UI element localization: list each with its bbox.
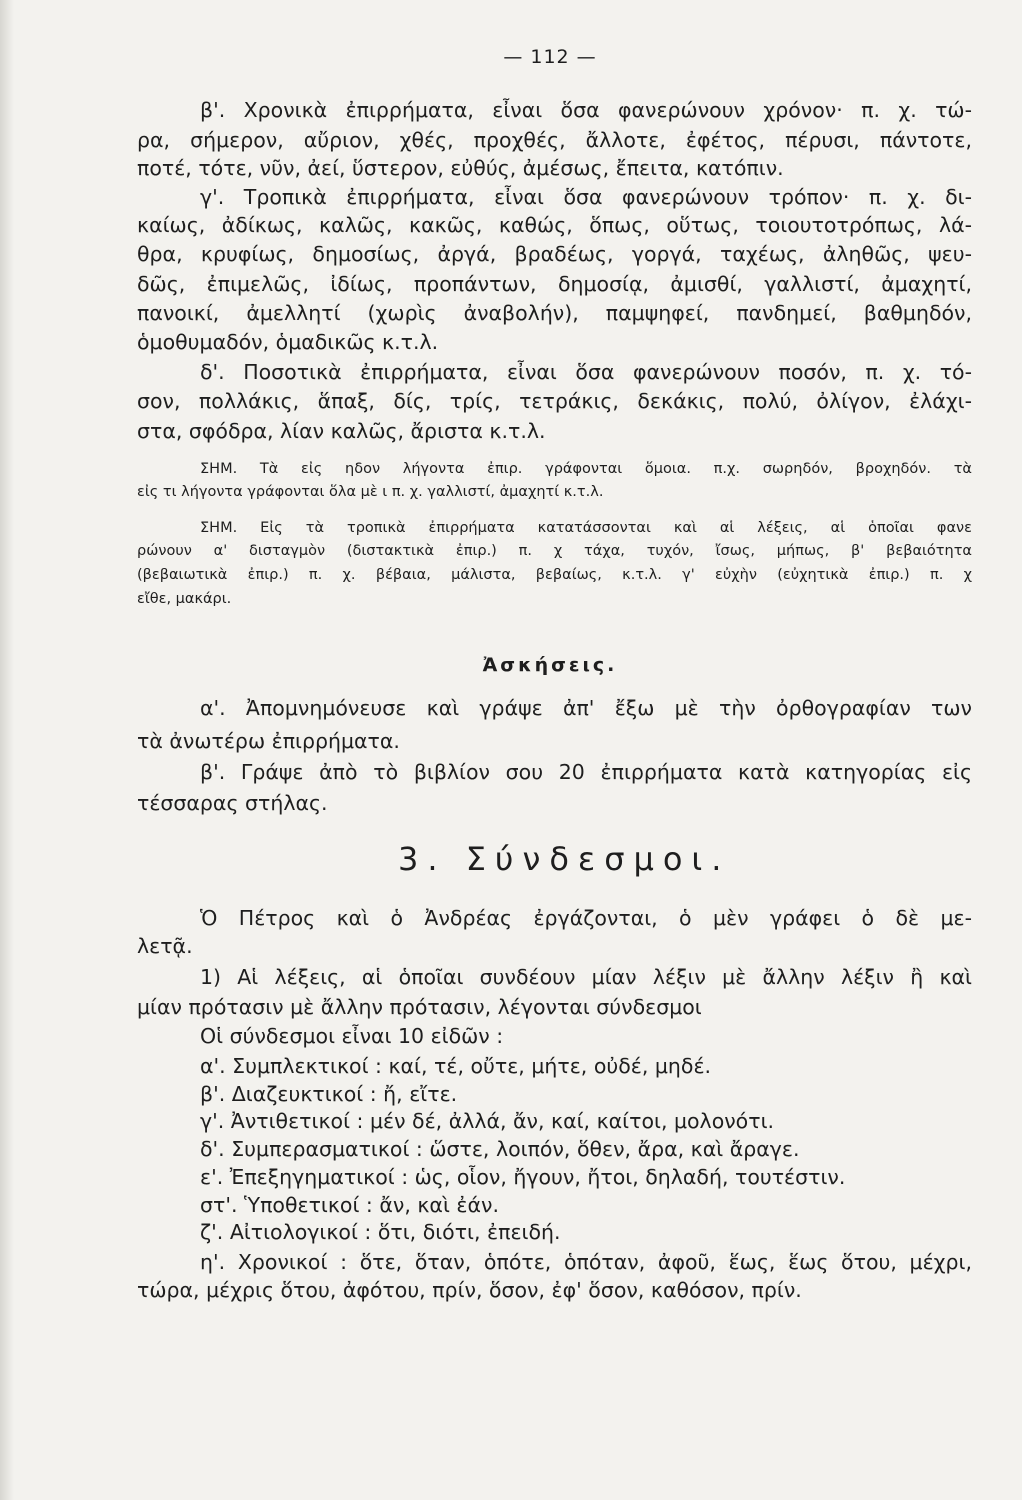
intro-line: 1) Αἱ λέξεις, αἱ ὁποῖαι συνδέουν μίαν λέξιν μὲ ἄλλην λέξιν ἢ καὶ — [200, 965, 972, 989]
note-line: ρώνουν α' δισταγμὸν (διστακτικὰ ἐπιρ.) π. χ τάχα, τυχόν, ἴσως, μήπως, β' βεβαιότητα — [137, 543, 972, 559]
page-edge-shadow — [0, 0, 14, 1500]
page-number: — 112 — — [503, 46, 597, 68]
intro-line: μίαν πρότασιν μὲ ἄλλην πρότασιν, λέγονται σύνδεσμοι — [137, 995, 702, 1019]
adverbs-line: σον, πολλάκις, ἅπαξ, δίς, τρίς, τετράκις, δεκάκις, πολύ, ὀλίγον, ἐλάχι- — [137, 389, 972, 413]
section-heading: 3. Σύνδεσμοι. — [398, 840, 731, 878]
note-line: εἰς τι λήγοντα γράφονται ὅλα μὲ ι π. χ. γαλλιστί, ἀμαχητί κ.τ.λ. — [137, 484, 604, 500]
conjunction-item: τώρα, μέχρις ὅτου, ἀφότου, πρίν, ὅσον, ἐφ' ὅσον, καθόσον, πρίν. — [137, 1278, 802, 1302]
adverbs-line: δ'. Ποσοτικὰ ἐπιρρήματα, εἶναι ὅσα φανερώνουν ποσόν, π. χ. τό- — [200, 360, 972, 384]
adverbs-line: δῶς, ἐπιμελῶς, ἰδίως, προπάντων, δημοσίᾳ, ἀμισθί, γαλλιστί, ἀμαχητί, — [137, 272, 972, 296]
conjunction-item: ε'. Ἐπεξηγηματικοί : ὡς, οἷον, ἤγουν, ἤτοι, δηλαδή, τουτέστιν. — [200, 1165, 846, 1189]
adverbs-line: β'. Χρονικὰ ἐπιρρήματα, εἶναι ὅσα φανερώνουν χρόνον· π. χ. τώ- — [200, 98, 972, 122]
adverbs-line: πανοικί, ἀμελλητί (χωρὶς ἀναβολήν), παμψηφεί, πανδημεί, βαθμηδόν, — [137, 301, 972, 325]
exercise-line: α'. Ἀπομνημόνευσε καὶ γράψε ἀπ' ἔξω μὲ τὴν ὀρθογραφίαν των — [200, 696, 972, 720]
note-line: εἴθε, μακάρι. — [137, 591, 232, 607]
adverbs-line: καίως, ἀδίκως, καλῶς, κακῶς, καθώς, ὅπως, οὕτως, τοιουτοτρόπως, λά- — [137, 213, 972, 237]
exercise-line: τὰ ἀνωτέρω ἐπιρρήματα. — [137, 729, 400, 753]
note-line: ΣΗΜ. Εἰς τὰ τροπικὰ ἐπιρρήματα κατατάσσονται καὶ αἱ λέξεις, αἱ ὁποῖαι φανε — [200, 520, 972, 536]
exercise-line: β'. Γράψε ἀπὸ τὸ βιβλίον σου 20 ἐπιρρήματα κατὰ κατηγορίας εἰς — [200, 760, 972, 784]
exercise-line: τέσσαρας στήλας. — [137, 791, 328, 815]
adverbs-line: ὁμοθυμαδόν, ὁμαδικῶς κ.τ.λ. — [137, 330, 439, 354]
adverbs-line: ποτέ, τότε, νῦν, ἀεί, ὕστερον, εὐθύς, ἀμέσως, ἔπειτα, κατόπιν. — [137, 156, 784, 180]
conjunction-item: β'. Διαζευκτικοί : ἤ, εἴτε. — [200, 1082, 458, 1106]
conjunction-item: η'. Χρονικοί : ὅτε, ὅταν, ὁπότε, ὁπόταν, ἀφοῦ, ἕως, ἕως ὅτου, μέχρι, — [200, 1250, 972, 1274]
conjunction-item: γ'. Ἀντιθετικοί : μέν δέ, ἀλλά, ἄν, καί, καίτοι, μολονότι. — [200, 1109, 775, 1133]
conjunction-item: α'. Συμπλεκτικοί : καί, τέ, οὔτε, μήτε, οὐδέ, μηδέ. — [200, 1054, 712, 1078]
adverbs-line: ρα, σήμερον, αὔριον, χθές, προχθές, ἄλλοτε, ἐφέτος, πέρυσι, πάντοτε, — [137, 128, 972, 152]
note-line: ΣΗΜ. Τὰ εἰς ηδον λήγοντα ἐπιρ. γράφονται ὅμοια. π.χ. σωρηδόν, βροχηδόν. τὰ — [200, 461, 972, 477]
adverbs-line: θρα, κρυφίως, δημοσίως, ἀργά, βραδέως, γοργά, ταχέως, ἀληθῶς, ψευ- — [137, 242, 972, 266]
exercises-heading: Ἀσκήσεις. — [482, 654, 618, 676]
adverbs-line: στα, σφόδρα, λίαν καλῶς, ἄριστα κ.τ.λ. — [137, 419, 546, 443]
intro-line: λετᾷ. — [137, 934, 193, 958]
conjunction-item: δ'. Συμπερασματικοί : ὥστε, λοιπόν, ὅθεν, ἄρα, καὶ ἄραγε. — [200, 1137, 800, 1161]
adverbs-line: γ'. Τροπικὰ ἐπιρρήματα, εἶναι ὅσα φανερώνουν τρόπον· π. χ. δι- — [200, 185, 972, 209]
conjunction-item: ζ'. Αἰτιολογικοί : ὅτι, διότι, ἐπειδή. — [200, 1220, 561, 1244]
intro-line: Οἱ σύνδεσμοι εἶναι 10 εἰδῶν : — [200, 1024, 504, 1048]
note-line: (βεβαιωτικὰ ἐπιρ.) π. χ. βέβαια, μάλιστα, βεβαίως, κ.τ.λ. γ' εὐχὴν (εὐχητικὰ ἐπιρ.) π. χ — [137, 567, 972, 583]
intro-line: Ὁ Πέτρος καὶ ὁ Ἀνδρέας ἐργάζονται, ὁ μὲν γράφει ὁ δὲ με- — [200, 906, 972, 930]
conjunction-item: στ'. Ὑποθετικοί : ἄν, καὶ ἐάν. — [200, 1193, 499, 1217]
